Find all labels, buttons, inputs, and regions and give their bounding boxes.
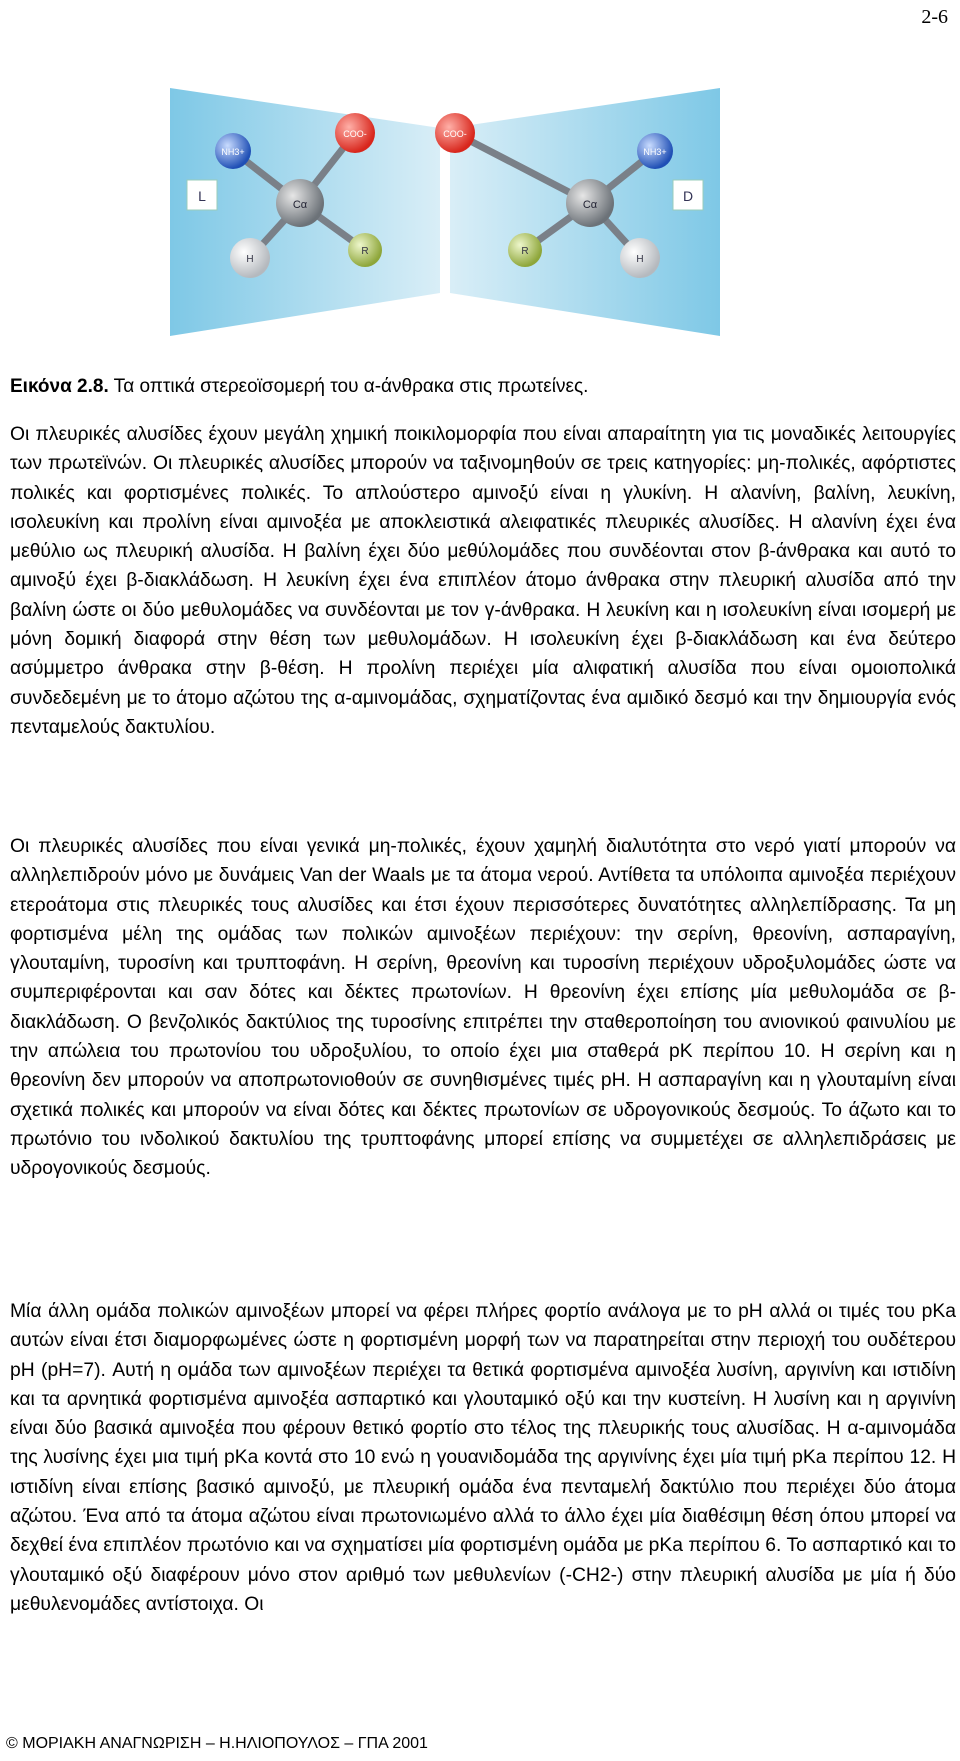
left-hydrogen-label: H bbox=[246, 254, 254, 265]
right-r-group-label: R bbox=[521, 246, 529, 257]
right-amino-label: NH3+ bbox=[643, 147, 667, 157]
left-amino-label: NH3+ bbox=[221, 147, 245, 157]
plane-label-l: L bbox=[198, 188, 206, 204]
right-alpha-carbon-label: Cα bbox=[582, 199, 598, 211]
right-carboxyl-label: COO- bbox=[443, 129, 467, 139]
paragraph-charged-amino-acids: Μία άλλη ομάδα πολικών αμινοξέων μπορεί να φέρει πλήρες φορτίο ανάλογα με το pH αλλά οι τιμές του pKa αυτών είναι έτσι διαμορφωμένες ώστε η φορτισμένη μορφή των να παρατηρείται στην περιοχή του ουδέτερου pH (pH=7). Αυτή η ομάδα των αμινοξέων περιέχει τα θετικά φορτισμένα αμινοξέα λυσίνη, αργινίνη και ιστιδίνη και τα αρνητικά φορτισμένα αμινοξέα ασπαρτικό και γλουταμικό οξύ και την κυστείνη. Η λυσίνη και η αργινίνη είναι δύο βασικά αμινοξέα που φέρουν θετικό φορτίο στο τέλος της πλευρικής τους αλυσίδας. Η α-αμινομάδα της λυσίνης έχει μια τιμή pKa κοντά στο 10 ενώ η γουανιδομάδα της αργινίνης έχει μία τιμή pKa περίπου 12. Η ιστιδίνη είναι επίσης βασικό αμινοξύ, με πλευρική ομάδα ένα πενταμελή δακτύλιο που περιέχει δύο άτομα αζώτου. Ένα από τα άτομα αζώτου είναι πρωτονιωμένο αλλά το άλλο έχει μία διαθέσιμη θέση όπου μπορεί να δεχθεί ένα επιπλέον πρωτόνιο και να σχηματίσει μία φορτισμένη ομάδα με pKa περίπου 6. Το ασπαρτικό και το γλουταμικό οξύ διαφέρουν μόνο στον αριθμό των μεθυλενίων (-CH2-) στην πλευρική αλυσίδα με μία ή δύο μεθυλενομάδες αντίστοιχα. Οι bbox=[10, 1301, 956, 1615]
left-carboxyl-label: COO- bbox=[343, 129, 367, 139]
figure-caption-label: Εικόνα 2.8. bbox=[10, 376, 109, 397]
plane-label-d: D bbox=[682, 188, 694, 204]
stereoisomer-figure bbox=[165, 78, 725, 346]
left-alpha-carbon-label: Cα bbox=[292, 199, 308, 211]
paragraph-polar-amino-acids: Οι πλευρικές αλυσίδες που είναι γενικά μη-πολικές, έχουν χαμηλή διαλυτότητα στο νερό γιατί μπορούν να αλληλεπιδρούν μόνο με δυνάμεις Van der Waals με τα άτομα νερού. Αντίθετα τα υπόλοιπα αμινοξέα περιέχουν ετεροάτομα στις πλευρικές τους αλυσίδες και έτσι έχουν περισσότερες δυνατότητες αλληλεπίδρασης. Τα μη φορτισμένα μέλη της ομάδας των πολικών αμινοξέων περιέχουν: την σερίνη, θρεονίνη, ασπαραγίνη, γλουταμίνη, τυροσίνη και τρυπτοφάνη. Η σερίνη, θρεονίνη και τυροσίνη περιέχουν υδροξυλομάδες ώστε να συμπεριφέρονται και σαν δότες και δέκτες πρωτονίων. Η θρεονίνη έχει επίσης μία μεθυλομάδα σε β-διακλάδωση. Ο βενζολικός δακτύλιος της τυροσίνης επιτρέπει την σταθεροποίηση του ανιονικού φαινυλίου με την απώλεια του πρωτονίου του υδροξυλίου, το οποίο έχει μια σταθερά pK περίπου 10. Η σερίνη και η θρεονίνη δεν μπορούν να αποπρωτονιοθούν σε συνηθισμένες τιμές pH. Η ασπαραγίνη και η γλουταμίνη είναι σχετικά πολικές και μπορούν να είναι δότες και δέκτες πρωτονίων σε υδρογονικούς δεσμούς. Το άζωτο και το πρωτόνιο του ινδολικού δακτυλίου της τρυπτοφάνης μπορεί επίσης να συμμετέχει σε αλληλεπιδράσεις με υδρογονικούς δεσμούς. bbox=[10, 836, 956, 1180]
page-number: 2-6 bbox=[921, 6, 948, 28]
figure-caption bbox=[10, 375, 940, 399]
paragraph-side-chains: Οι πλευρικές αλυσίδες έχουν μεγάλη χημική ποικιλομορφία που είναι απαραίτητη για τις μοναδικές λειτουργίες των πρωτεϊνών. Οι πλευρικές αλυσίδες μπορούν να ταξινομηθούν σε τρεις κατηγορίες: μη-πολικές, αφόρτιστες πολικές και φορτισμένες πολικές. Το απλούστερο αμινοξύ είναι η γλυκίνη. Η αλανίνη, βαλίνη, λευκίνη, ισολευκίνη και προλίνη είναι αμινοξέα με αποκλειστικά αλειφατικές πλευρικές αλυσίδες. Η αλανίνη έχει ένα μεθύλιο ως πλευρική αλυσίδα. Η βαλίνη έχει δύο μεθύλομάδες που συνδέονται στον β-άνθρακα και αυτό το αμινοξύ έχει β-διακλάδωση. Η λευκίνη έχει ένα επιπλέον άτομο άνθρακα στην πλευρική αλυσίδα από την βαλίνη ώστε οι δύο μεθυλομάδες να συνδέονται με τον γ-άνθρακα. Η λευκίνη και η ισολευκίνη είναι ισομερή με μόνη δομική διαφορά στην θέση των μεθυλομάδων. Η ισολευκίνη έχει β-διακλάδωση και ένα δεύτερο ασύμμετρο άνθρακα στην β-θέση. Η προλίνη περιέχει μία αλιφατική αλυσίδα που είναι ομοιοπολικά συνδεδεμένη με το άτομο αζώτου της α-αμινομάδας, σχηματίζοντας ένα αμιδικό δεσμό και την δημιουργία ενός πενταμελούς δακτυλίου. bbox=[10, 424, 956, 738]
footer-copyright: © ΜΟΡΙΑΚΗ ΑΝΑΓΝΩΡΙΣΗ – Η.ΗΛΙΟΠΟΥΛΟΣ – ΓΠΑ 2001 bbox=[6, 1735, 428, 1752]
left-r-group-label: R bbox=[361, 246, 369, 257]
right-hydrogen-label: H bbox=[636, 254, 644, 265]
figure-caption-text: Τα οπτικά στερεοϊσομερή του α-άνθρακα στις πρωτείνες. bbox=[108, 376, 589, 397]
